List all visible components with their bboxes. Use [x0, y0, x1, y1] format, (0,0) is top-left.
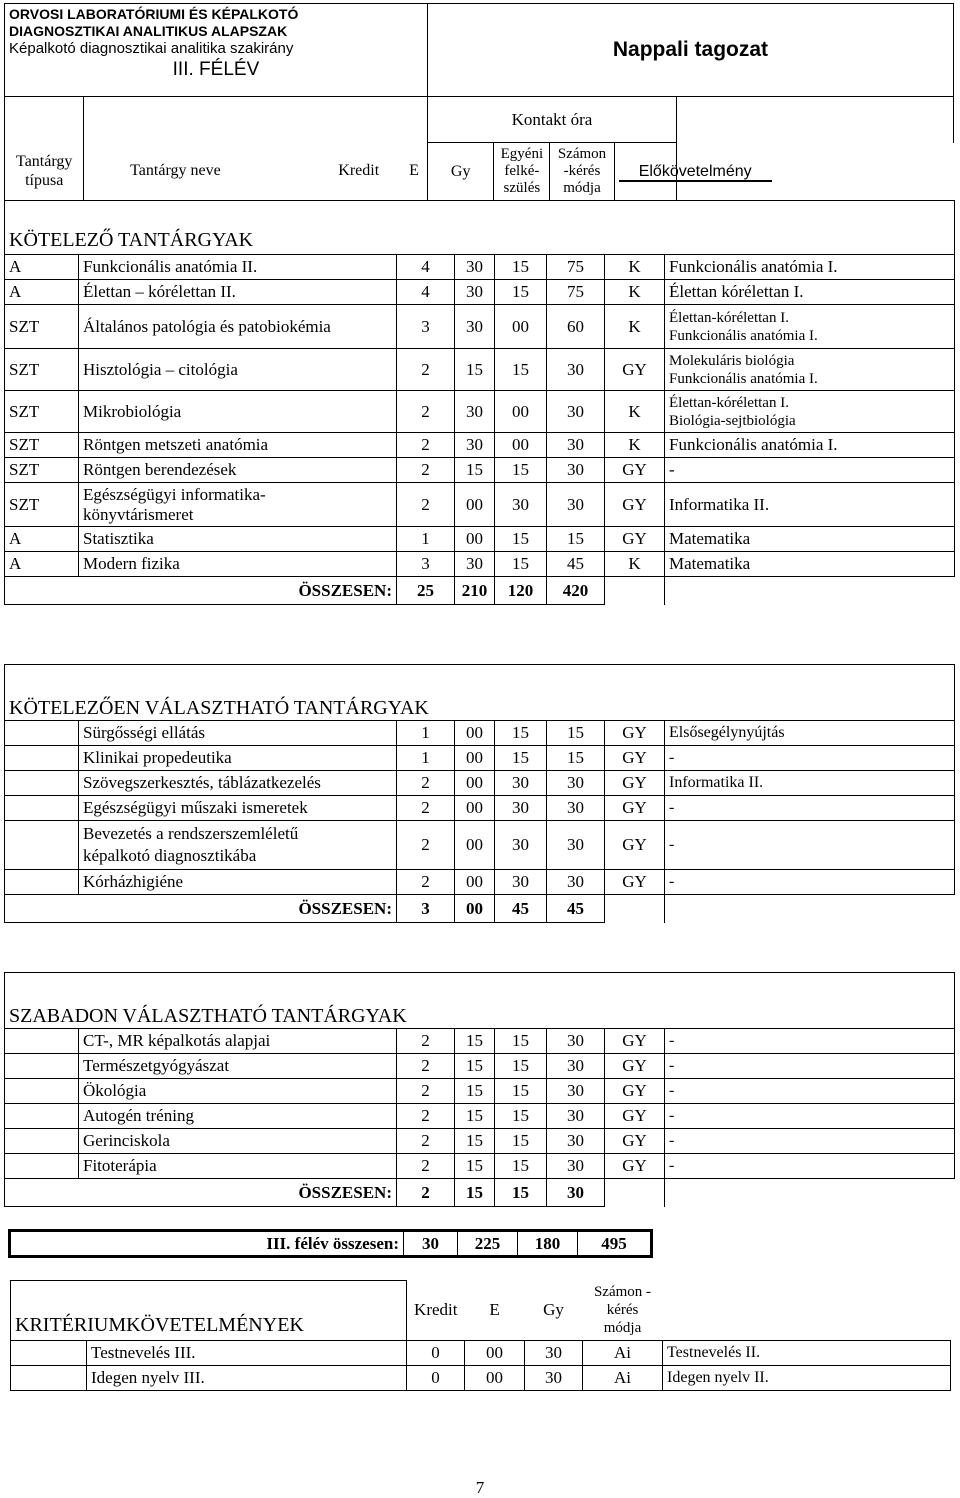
- subject-prereq: [665, 255, 955, 280]
- mandatory-total-label: ÖSSZESEN:: [79, 577, 397, 605]
- subject-exam: K: [605, 305, 665, 349]
- free-total-e: 15: [455, 1179, 495, 1207]
- subject-type: A: [5, 280, 79, 305]
- subject-prep: 75: [547, 280, 605, 305]
- free-section-title: SZABADON VÁLASZTHATÓ TANTÁRGYAK: [9, 1005, 407, 1027]
- elective-prep: 30: [547, 821, 605, 870]
- elective-prereq: -: [665, 821, 955, 870]
- subject-name: Mikrobiológia: [79, 391, 397, 433]
- table-row: [5, 870, 955, 895]
- table-row: [5, 1079, 955, 1104]
- subject-type: A: [5, 527, 79, 552]
- mandatory-total-prep: 420: [547, 577, 605, 605]
- free-prep: 30: [547, 1154, 605, 1179]
- mandatory-total-credit: 25: [397, 577, 455, 605]
- free-prep: 30: [547, 1079, 605, 1104]
- criteria-gy: 30: [525, 1341, 583, 1366]
- elective-prep: 30: [547, 870, 605, 895]
- free-gy: 15: [495, 1154, 547, 1179]
- elective-prep: 15: [547, 721, 605, 746]
- subject-exam: K: [605, 280, 665, 305]
- prereq-line1: Matematika: [669, 554, 751, 573]
- table-row: [5, 746, 955, 771]
- subject-credit: 3: [397, 305, 455, 349]
- elective-e: 00: [455, 746, 495, 771]
- subject-prereq: [665, 527, 955, 552]
- subject-name: Általános patológia és patobiokémia: [79, 305, 397, 349]
- free-e: 15: [455, 1154, 495, 1179]
- subject-exam: K: [605, 255, 665, 280]
- subject-exam: GY: [605, 483, 665, 527]
- elective-prereq: -: [665, 746, 955, 771]
- criteria-gy: 30: [525, 1366, 583, 1391]
- criteria-col-credit: Kredit: [414, 1300, 458, 1320]
- subject-name: [79, 483, 397, 527]
- subject-name: Hisztológia – citológia: [79, 349, 397, 391]
- mandatory-total-e: 210: [455, 577, 495, 605]
- criteria-section-title: KRITÉRIUMKÖVETELMÉNYEK: [15, 1314, 304, 1336]
- subject-exam: K: [605, 433, 665, 458]
- prereq-line1: Élettan-kórélettan I.: [669, 309, 789, 326]
- elective-total-empty2: [665, 895, 955, 923]
- subject-prereq: [665, 305, 955, 349]
- free-name: Ökológia: [79, 1079, 397, 1104]
- prereq-line2: Funkcionális anatómia I.: [669, 327, 818, 344]
- free-prep: 30: [547, 1029, 605, 1054]
- elective-credit: 1: [397, 746, 455, 771]
- elective-prereq: Informatika II.: [665, 771, 955, 796]
- elective-gy: 30: [495, 821, 547, 870]
- subject-prep: 45: [547, 552, 605, 577]
- table-row: [11, 1341, 951, 1366]
- subject-exam: GY: [605, 458, 665, 483]
- subject-prereq: [665, 349, 955, 391]
- prereq-line2: Biológia-sejtbiológia: [669, 412, 796, 429]
- free-prep: 30: [547, 1104, 605, 1129]
- elective-name: Klinikai propedeutika: [79, 746, 397, 771]
- subject-prereq: [665, 483, 955, 527]
- subject-type: SZT: [5, 458, 79, 483]
- free-credit: 2: [397, 1079, 455, 1104]
- criteria-table: [10, 1280, 951, 1391]
- subject-name: Röntgen berendezések: [79, 458, 397, 483]
- subject-type: SZT: [5, 349, 79, 391]
- free-credit: 2: [397, 1054, 455, 1079]
- subject-gy: 15: [495, 255, 547, 280]
- elective-total-credit: 3: [397, 895, 455, 923]
- elective-credit: 2: [397, 796, 455, 821]
- program-subtitle: Képalkotó diagnosztikai analitika szakirány: [9, 40, 294, 57]
- free-type: [5, 1079, 79, 1104]
- free-gy: 15: [495, 1079, 547, 1104]
- elective-type: [5, 746, 79, 771]
- free-name: Gerinciskola: [79, 1129, 397, 1154]
- subject-name: Funkcionális anatómia II.: [79, 255, 397, 280]
- mandatory-table: [4, 200, 955, 605]
- col-exam-header: Számon -kérés módja: [550, 143, 614, 201]
- elective-exam: GY: [605, 796, 665, 821]
- criteria-col-exam: Számon -kérés módja: [593, 1284, 652, 1337]
- elective-prep: 30: [547, 796, 605, 821]
- subject-gy: 15: [495, 280, 547, 305]
- elective-total-label: ÖSSZESEN:: [79, 895, 397, 923]
- col-gy-header: Gy: [427, 143, 494, 201]
- col-type-header: Tantárgy típusa: [5, 143, 84, 201]
- elective-e: 00: [455, 771, 495, 796]
- subject-prep: 30: [547, 349, 605, 391]
- subject-name-line1: Bevezetés a rendszerszemléletű: [83, 824, 299, 843]
- subject-prereq: [665, 458, 955, 483]
- table-row: [5, 1054, 955, 1079]
- elective-credit: 2: [397, 821, 455, 870]
- subject-type: SZT: [5, 305, 79, 349]
- elective-name: Egészségügyi műszaki ismeretek: [79, 796, 397, 821]
- table-row: [5, 1154, 955, 1179]
- subject-type: A: [5, 255, 79, 280]
- criteria-credit: 0: [407, 1341, 465, 1366]
- subject-prereq: [665, 391, 955, 433]
- elective-prereq: Elsősegélynyújtás: [665, 721, 955, 746]
- table-row: [5, 255, 955, 280]
- elective-name: Szövegszerkesztés, táblázatkezelés: [79, 771, 397, 796]
- free-name: Természetgyógyászat: [79, 1054, 397, 1079]
- subject-prep: 30: [547, 391, 605, 433]
- subject-exam: K: [605, 391, 665, 433]
- table-row: [5, 796, 955, 821]
- free-gy: 15: [495, 1129, 547, 1154]
- subject-gy: 15: [495, 458, 547, 483]
- free-exam: GY: [605, 1104, 665, 1129]
- subject-name-line2: könyvtárismeret: [83, 504, 194, 524]
- elective-credit: 2: [397, 870, 455, 895]
- program-title-line1: ORVOSI LABORATÓRIUMI ÉS KÉPALKOTÓ: [9, 6, 299, 22]
- elective-total-empty: [605, 895, 665, 923]
- elective-total-prep: 45: [547, 895, 605, 923]
- criteria-prereq: Testnevelés II.: [663, 1341, 951, 1366]
- elective-exam: GY: [605, 821, 665, 870]
- elective-prereq: -: [665, 870, 955, 895]
- elective-exam: GY: [605, 771, 665, 796]
- subject-prep: 15: [547, 527, 605, 552]
- col-e-header: E: [409, 162, 419, 180]
- free-credit: 2: [397, 1029, 455, 1054]
- subject-credit: 2: [397, 483, 455, 527]
- free-exam: GY: [605, 1054, 665, 1079]
- subject-type: A: [5, 552, 79, 577]
- semester-total-credit: 30: [404, 1231, 458, 1257]
- free-prep: 30: [547, 1129, 605, 1154]
- mandatory-total-gy: 120: [495, 577, 547, 605]
- header-table: [4, 3, 954, 201]
- col-prep-header: Egyéni felké-szülés: [494, 143, 550, 201]
- criteria-e: 00: [465, 1341, 525, 1366]
- free-e: 15: [455, 1079, 495, 1104]
- free-credit: 2: [397, 1129, 455, 1154]
- study-mode: Nappali tagozat: [427, 4, 953, 97]
- table-row: [5, 1029, 955, 1054]
- elective-prereq: -: [665, 796, 955, 821]
- criteria-col-e: E: [489, 1300, 500, 1320]
- prereq-line1: -: [669, 460, 675, 479]
- table-row: [5, 821, 955, 870]
- subject-e: 30: [455, 391, 495, 433]
- free-prereq: -: [665, 1104, 955, 1129]
- free-prereq: -: [665, 1154, 955, 1179]
- subject-credit: 2: [397, 433, 455, 458]
- prereq-line1: Matematika: [669, 529, 751, 548]
- subject-prep: 30: [547, 433, 605, 458]
- elective-name: [79, 821, 397, 870]
- prereq-line1: Élettan kórélettan I.: [669, 282, 804, 301]
- table-row: [5, 305, 955, 349]
- free-type: [5, 1054, 79, 1079]
- table-row: [5, 527, 955, 552]
- total-row: [5, 895, 955, 923]
- elective-e: 00: [455, 721, 495, 746]
- free-total-label: ÖSSZESEN:: [79, 1179, 397, 1207]
- subject-e: 00: [455, 527, 495, 552]
- table-row: [5, 433, 955, 458]
- free-name: Autogén tréning: [79, 1104, 397, 1129]
- elective-exam: GY: [605, 870, 665, 895]
- table-row: [5, 483, 955, 527]
- elective-type: [5, 870, 79, 895]
- criteria-name: Idegen nyelv III.: [87, 1366, 407, 1391]
- free-credit: 2: [397, 1154, 455, 1179]
- free-total-prep: 30: [547, 1179, 605, 1207]
- col-credit-header: Kredit: [338, 162, 380, 180]
- free-type: [5, 1029, 79, 1054]
- subject-name-line2: képalkotó diagnosztikába: [83, 846, 257, 865]
- elective-type: [5, 771, 79, 796]
- subject-name: Modern fizika: [79, 552, 397, 577]
- criteria-type: [11, 1341, 87, 1366]
- subject-gy: 15: [495, 552, 547, 577]
- elective-e: 00: [455, 821, 495, 870]
- prereq-line1: Informatika II.: [669, 494, 770, 514]
- elective-type: [5, 796, 79, 821]
- table-row: [5, 458, 955, 483]
- subject-e: 15: [455, 458, 495, 483]
- free-total-empty2: [665, 1179, 955, 1207]
- subject-exam: GY: [605, 527, 665, 552]
- prereq-line1: Molekuláris biológia: [669, 352, 795, 369]
- criteria-exam: Ai: [583, 1366, 663, 1391]
- free-e: 15: [455, 1104, 495, 1129]
- free-type: [5, 1104, 79, 1129]
- semester-label: III. FÉLÉV: [172, 59, 260, 80]
- free-prereq: -: [665, 1029, 955, 1054]
- page-number: 7: [475, 1478, 485, 1497]
- free-prereq: -: [665, 1079, 955, 1104]
- table-row: [5, 349, 955, 391]
- semester-total-prep: 495: [578, 1231, 652, 1257]
- subject-name: Statisztika: [79, 527, 397, 552]
- subject-prep: 60: [547, 305, 605, 349]
- elective-total-e: 00: [455, 895, 495, 923]
- elective-section-title: KÖTELEZŐEN VÁLASZTHATÓ TANTÁRGYAK: [9, 697, 429, 719]
- subject-gy: 00: [495, 433, 547, 458]
- subject-gy: 30: [495, 483, 547, 527]
- free-type: [5, 1154, 79, 1179]
- subject-credit: 2: [397, 349, 455, 391]
- elective-table: [4, 664, 955, 923]
- elective-type: [5, 821, 79, 870]
- elective-prep: 30: [547, 771, 605, 796]
- subject-e: 30: [455, 433, 495, 458]
- elective-gy: 15: [495, 721, 547, 746]
- subject-prep: 30: [547, 483, 605, 527]
- free-exam: GY: [605, 1129, 665, 1154]
- criteria-exam: Ai: [583, 1341, 663, 1366]
- subject-e: 30: [455, 552, 495, 577]
- free-prep: 30: [547, 1054, 605, 1079]
- subject-exam: GY: [605, 349, 665, 391]
- free-exam: GY: [605, 1079, 665, 1104]
- subject-credit: 1: [397, 527, 455, 552]
- subject-name: Röntgen metszeti anatómia: [79, 433, 397, 458]
- subject-gy: 00: [495, 391, 547, 433]
- table-row: [5, 552, 955, 577]
- subject-e: 30: [455, 305, 495, 349]
- subject-gy: 15: [495, 349, 547, 391]
- prereq-line1: Élettan-kórélettan I.: [669, 394, 789, 411]
- free-gy: 15: [495, 1104, 547, 1129]
- elective-credit: 1: [397, 721, 455, 746]
- subject-e: 30: [455, 255, 495, 280]
- elective-name: Sürgősségi ellátás: [79, 721, 397, 746]
- table-row: [5, 771, 955, 796]
- subject-type: SZT: [5, 433, 79, 458]
- subject-gy: 00: [495, 305, 547, 349]
- criteria-e: 00: [465, 1366, 525, 1391]
- elective-type: [5, 721, 79, 746]
- table-row: [5, 391, 955, 433]
- free-total-empty: [605, 1179, 665, 1207]
- free-e: 15: [455, 1054, 495, 1079]
- subject-prereq: [665, 552, 955, 577]
- free-total-spacer: [5, 1179, 79, 1207]
- subject-e: 15: [455, 349, 495, 391]
- table-row: [5, 280, 955, 305]
- prereq-line2: Funkcionális anatómia I.: [669, 370, 818, 387]
- elective-e: 00: [455, 870, 495, 895]
- prereq-label: Előkövetelmény: [619, 163, 772, 182]
- criteria-name: Testnevelés III.: [87, 1341, 407, 1366]
- table-row: [5, 1129, 955, 1154]
- criteria-type: [11, 1366, 87, 1391]
- prereq-line1: Funkcionális anatómia I.: [669, 435, 838, 454]
- subject-exam: K: [605, 552, 665, 577]
- subject-credit: 3: [397, 552, 455, 577]
- table-row: [5, 1104, 955, 1129]
- free-total-credit: 2: [397, 1179, 455, 1207]
- elective-gy: 30: [495, 870, 547, 895]
- elective-gy: 30: [495, 796, 547, 821]
- free-exam: GY: [605, 1154, 665, 1179]
- subject-name-line1: Egészségügyi informatika-: [83, 484, 266, 504]
- subject-type: SZT: [5, 391, 79, 433]
- col-prereq-header: [614, 143, 752, 201]
- subject-prep: 30: [547, 458, 605, 483]
- mandatory-total-empty2: [665, 577, 955, 605]
- free-prereq: -: [665, 1129, 955, 1154]
- mandatory-total-spacer: [5, 577, 79, 605]
- free-total-gy: 15: [495, 1179, 547, 1207]
- subject-credit: 4: [397, 255, 455, 280]
- elective-gy: 15: [495, 746, 547, 771]
- free-exam: GY: [605, 1029, 665, 1054]
- program-title-cell: [5, 4, 428, 97]
- col-name-header: Tantárgy neve: [84, 143, 266, 201]
- free-e: 15: [455, 1029, 495, 1054]
- total-row: [5, 1179, 955, 1207]
- subject-prereq: [665, 280, 955, 305]
- subject-credit: 2: [397, 391, 455, 433]
- program-title-line2: DIAGNOSZTIKAI ANALITIKUS ALAPSZAK: [9, 23, 288, 39]
- subject-credit: 2: [397, 458, 455, 483]
- elective-total-gy: 45: [495, 895, 547, 923]
- semester-total-e: 225: [458, 1231, 518, 1257]
- free-credit: 2: [397, 1104, 455, 1129]
- elective-exam: GY: [605, 746, 665, 771]
- subject-e: 00: [455, 483, 495, 527]
- mandatory-total-empty: [605, 577, 665, 605]
- elective-total-spacer: [5, 895, 79, 923]
- elective-name: Kórházhigiéne: [79, 870, 397, 895]
- table-row: [5, 721, 955, 746]
- free-name: Fitoterápia: [79, 1154, 397, 1179]
- subject-e: 30: [455, 280, 495, 305]
- mandatory-section-title: KÖTELEZŐ TANTÁRGYAK: [9, 229, 254, 251]
- criteria-credit: 0: [407, 1366, 465, 1391]
- prereq-line1: Funkcionális anatómia I.: [669, 257, 838, 276]
- contact-hours-label: Kontakt óra: [427, 97, 676, 143]
- elective-e: 00: [455, 796, 495, 821]
- elective-prep: 15: [547, 746, 605, 771]
- free-table: [4, 972, 955, 1207]
- criteria-prereq: Idegen nyelv II.: [663, 1366, 951, 1391]
- free-gy: 15: [495, 1029, 547, 1054]
- subject-prep: 75: [547, 255, 605, 280]
- subject-name: Élettan – kórélettan II.: [79, 280, 397, 305]
- elective-gy: 30: [495, 771, 547, 796]
- free-gy: 15: [495, 1054, 547, 1079]
- free-name: CT-, MR képalkotás alapjai: [79, 1029, 397, 1054]
- free-e: 15: [455, 1129, 495, 1154]
- total-row: [5, 577, 955, 605]
- table-row: [11, 1366, 951, 1391]
- criteria-col-gy: Gy: [543, 1300, 564, 1320]
- semester-total-label: III. félév összesen:: [10, 1231, 404, 1257]
- subject-gy: 15: [495, 527, 547, 552]
- subject-type: SZT: [5, 483, 79, 527]
- subject-credit: 4: [397, 280, 455, 305]
- semester-total-gy: 180: [518, 1231, 578, 1257]
- semester-total-table: [8, 1229, 653, 1258]
- free-type: [5, 1129, 79, 1154]
- subject-prereq: [665, 433, 955, 458]
- free-prereq: -: [665, 1054, 955, 1079]
- elective-credit: 2: [397, 771, 455, 796]
- elective-exam: GY: [605, 721, 665, 746]
